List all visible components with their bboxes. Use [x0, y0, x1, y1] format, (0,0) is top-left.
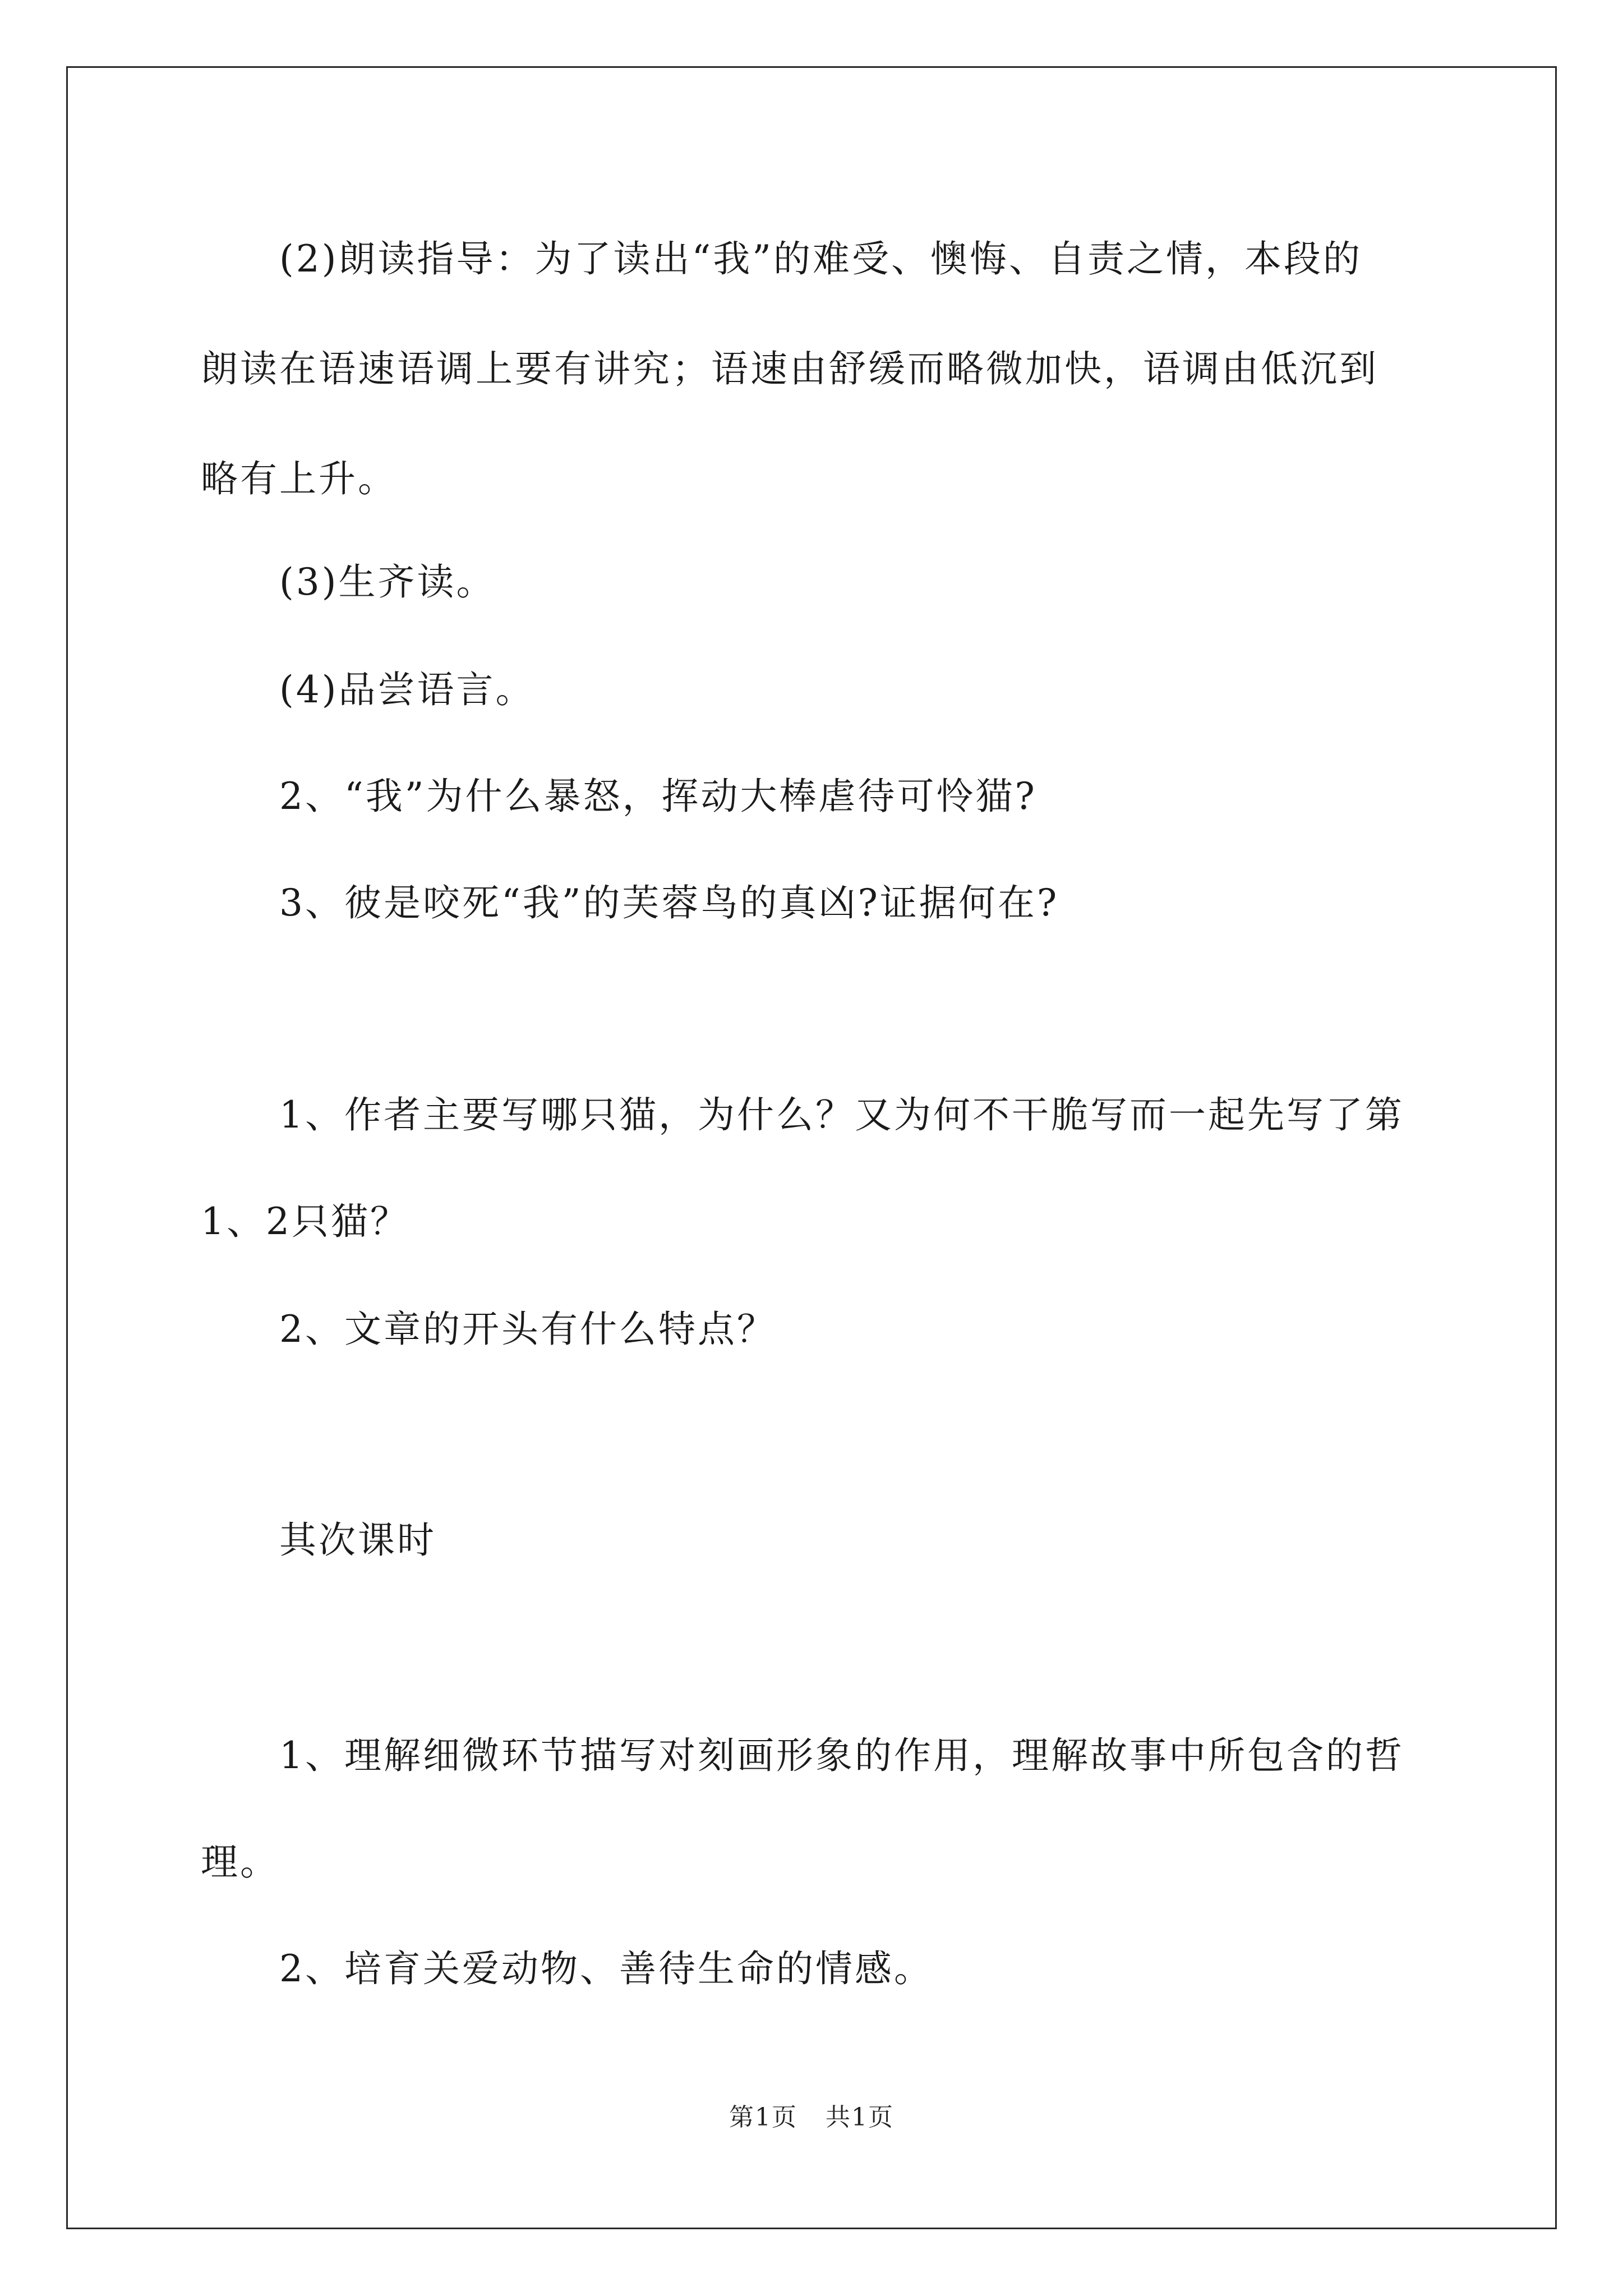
paragraph-9-line-1: 1、理解细微环节描写对刻画形象的作用，理解故事中所包含的哲 [279, 1734, 1404, 1777]
paragraph-2: (3)生齐读。 [279, 560, 496, 604]
page-number: 第1页 [729, 2103, 797, 2132]
paragraph-7: 2、文章的开头有什么特点？ [279, 1308, 776, 1351]
paragraph-10: 2、培育关爱动物、善待生命的情感。 [279, 1947, 933, 1990]
paragraph-1-line-2: 朗读在语速语调上要有讲究；语速由舒缓而略微加快，语调由低沉到 [201, 347, 1378, 390]
paragraph-6-line-1: 1、作者主要写哪只猫，为什么？又为何不干脆写而一起先写了第 [279, 1093, 1404, 1137]
paragraph-6-line-2: 1、2只猫？ [201, 1200, 409, 1243]
section-heading: 其次课时 [279, 1519, 436, 1562]
paragraph-1-line-3: 略有上升。 [201, 457, 397, 500]
paragraph-5: 3、彼是咬死“我”的芙蓉鸟的真凶?证据何在? [279, 881, 1059, 924]
paragraph-3: (4)品尝语言。 [279, 668, 535, 711]
paragraph-9-line-2: 理。 [201, 1841, 279, 1884]
page-footer [0, 2097, 1623, 2133]
paragraph-4: 2、“我”为什么暴怒，挥动大棒虐待可怜猫? [279, 775, 1037, 818]
page-total: 共1页 [826, 2103, 894, 2132]
paragraph-1-line-1: (2)朗读指导：为了读出“我”的难受、懊悔、自责之情，本段的 [279, 237, 1362, 280]
